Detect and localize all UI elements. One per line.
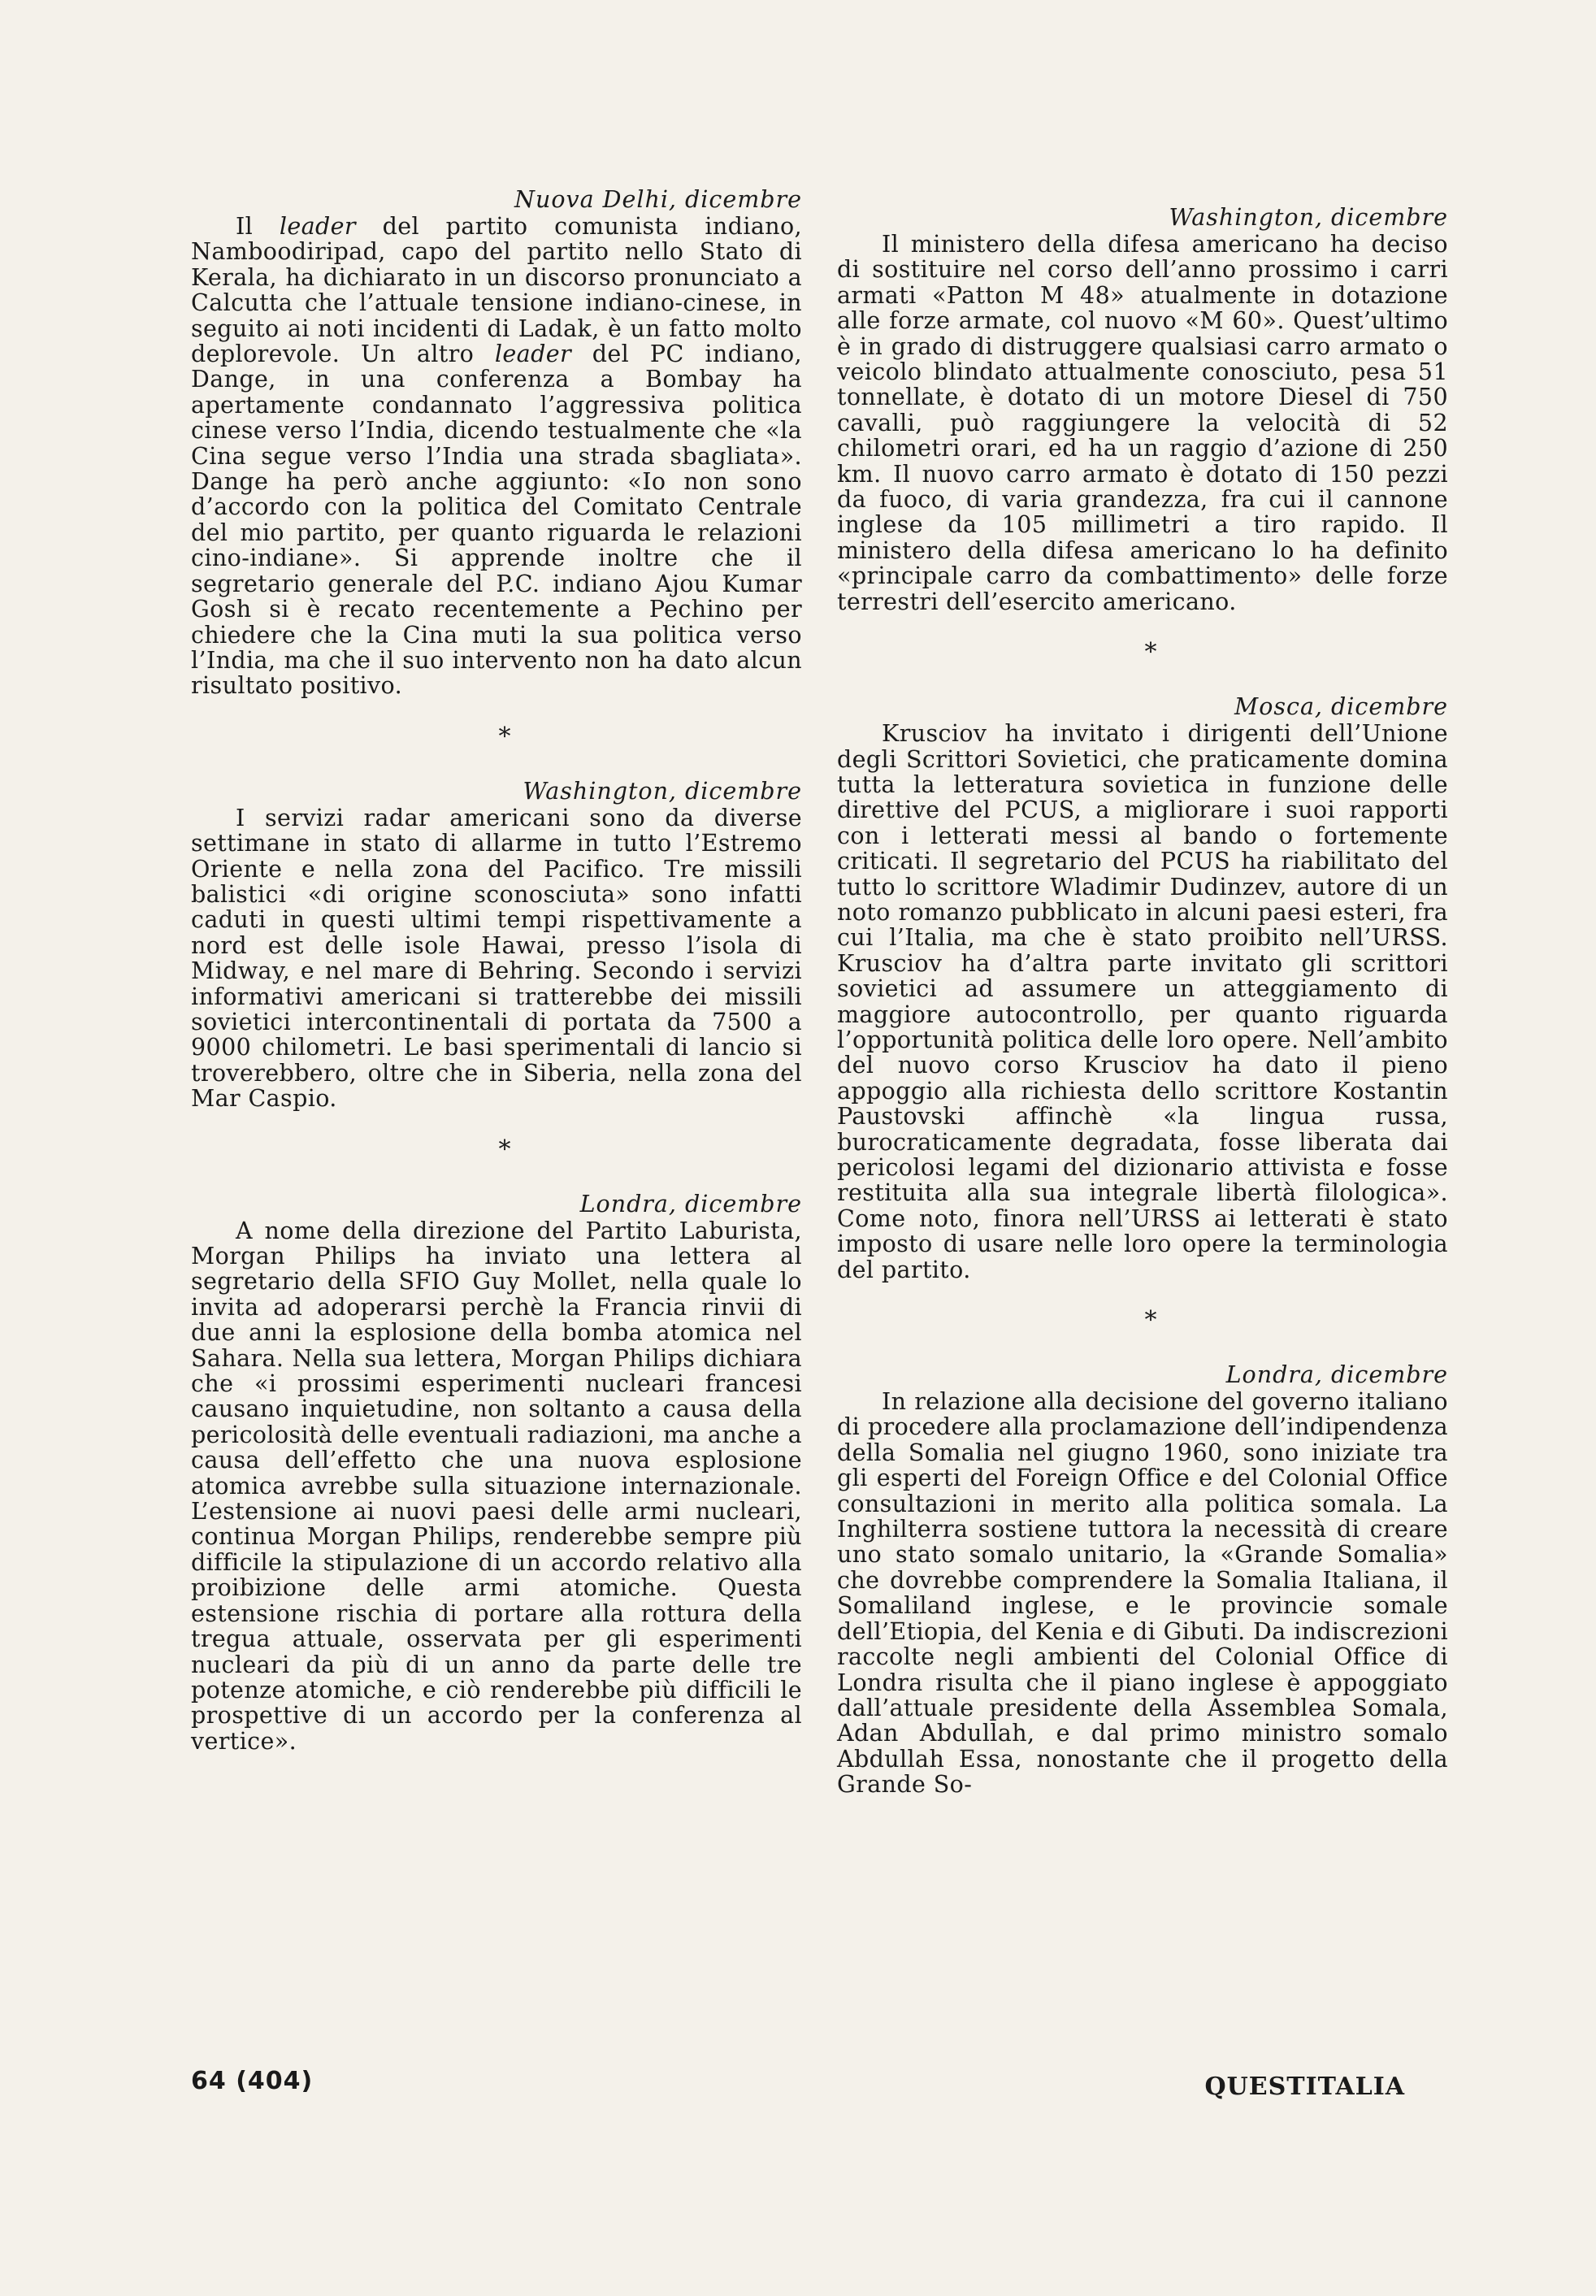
article-body: I servizi radar americani sono da diverse settimane in stato di allarme in tutto l’Estremo Oriente e nella zona del Pacifico. Tre missili balistici «di origine sconosciuta» sono infatti caduti in questi ultimi tempi rispettivamente a nord est delle isole Hawai, presso l’isola di Midway, e nel mare di Behring. Secondo i servizi informativi americani si tratterebbe dei missili sovietici intercontinentali di portata da 7500 a 9000 chilometri. Le basi sperimentali di lancio si troverebbero, oltre che in Siberia, nella zona del Mar Caspio. <box>191 804 802 1113</box>
article-londra-laburista <box>191 1191 802 1755</box>
article-londra-somalia <box>837 1362 1448 1798</box>
left-column <box>191 187 802 1754</box>
article-washington-carri <box>837 205 1448 614</box>
dateline: Londra, dicembre <box>579 1190 802 1217</box>
article-washington-radar <box>191 779 802 1112</box>
dateline: Mosca, dicembre <box>1234 693 1448 721</box>
article-body: Il leader del partito comunista indiano, Namboodiripad, capo del partito nello Stato di Kerala, ha dichiarato in un discorso pronunciato a Calcutta che l’attuale tensione indiano-cinese, in seguito ai noti incidenti di Ladak, è un fatto molto deplorevole. Un altro leader del PC indiano, Dange, in una conferenza a Bombay ha apertamente condannato l’aggressiva politica cinese verso l’India, dicendo testualmente che «la Cina segue verso l’India una strada sbagliata». Dange ha però anche aggiunto: «Io non sono d’accordo con la politica del Comitato Centrale del mio partito, per quanto riguarda le relazioni cino-indiane». Si apprende inoltre che il segretario generale del P.C. indiano Ajou Kumar Gosh si è recato recentemente a Pechino per chiedere che la Cina muti la sua politica verso l’India, ma che il suo intervento non ha dato alcun risultato positivo. <box>191 213 802 700</box>
article-nuova-delhi <box>191 187 802 699</box>
right-column <box>837 205 1448 1798</box>
separator-asterisk: * <box>498 1135 511 1164</box>
dateline: Washington, dicembre <box>1169 204 1448 231</box>
article-body: Krusciov ha invitato i dirigenti dell’Unione degli Scrittori Sovietici, che praticamente domina tutta la letteratura sovietica in funzione delle direttive del PCUS, a migliorare i suoi rapporti con i letterati messi al bando o fortemente criticati. Il segretario del PCUS ha riabilitato del tutto lo scrittore Wladimir Dudinzev, autore di un noto romanzo pubblicato in alcuni paesi esteri, fra cui l’Italia, ma che è stato proibito nell’URSS. Krusciov ha d’altra parte invitato gli scrittori sovietici ad assumere un atteggiamento di maggiore autocontrollo, per quanto riguarda l’opportunità politica delle loro opere. Nell’ambito del nuovo corso Krusciov ha dato il pieno appoggio alla richiesta dello scrittore Kostantin Paustovski affinchè «la lingua russa, burocraticamente degradata, fosse liberata dai pericolosi legami del dizionario attivista e fosse restituita alla sua integrale libertà filologica». Come noto, finora nell’URSS ai letterati è stato imposto di usare nelle loro opere la terminologia del partito. <box>837 720 1448 1283</box>
magazine-title: QUESTITALIA <box>1204 2072 1405 2101</box>
article-body: Il ministero della difesa americano ha deciso di sostituire nel corso dell’anno prossimo i carri armati «Patton M 48» atualmente in dotazione alle forze armate, col nuovo «M 60». Quest’ultimo è in grado di distruggere qualsiasi carro armato o veicolo blindato attualmente conosciuto, pesa 51 tonnellate, è dotato di un motore Diesel di 750 cavalli, può raggiungere la velocità di 52 chilometri orari, ed ha un raggio d’azione di 250 km. Il nuovo carro armato è dotato di 150 pezzi da fuoco, di varia grandezza, fra cui il cannone inglese da 105 millimetri a tiro rapido. Il ministero della difesa americano lo ha definito «principale carro da combattimento» delle forze terrestri dell’esercito americano. <box>837 231 1448 615</box>
dateline: Londra, dicembre <box>1225 1361 1448 1389</box>
article-body: A nome della direzione del Partito Laburista, Morgan Philips ha inviato una lettera al segretario della SFIO Guy Mollet, nella quale lo invita ad adoperarsi perchè la Francia rinvii di due anni la esplosione della bomba atomica nel Sahara. Nella sua lettera, Morgan Philips dichiara che «i prossimi esperimenti nucleari francesi causano inquietudine, non soltanto a causa della pericolosità delle eventuali radiazioni, ma anche a causa dell’effetto che una nuova esplosione atomica avrebbe sulla situazione internazionale. L’estensione ai nuovi paesi delle armi nucleari, continua Morgan Philips, renderebbe sempre più difficile la stipulazione di un accordo relativo alla proibizione delle armi atomiche. Questa estensione rischia di portare alla rottura della tregua attuale, osservata per gli esperimenti nucleari da più di un anno da parte delle tre potenze atomiche, e ciò renderebbe più difficili le prospettive di un accordo per la conferenza al vertice». <box>191 1217 802 1755</box>
separator-asterisk: * <box>1144 638 1157 667</box>
article-body: In relazione alla decisione del governo italiano di procedere alla proclamazione dell’indipendenza della Somalia nel giugno 1960, sono iniziate tra gli esperti del Foreign Office e del Colonial Office consultazioni in merito alla politica somala. La Inghilterra sostiene tuttora la necessità di creare uno stato somalo unitario, la «Grande Somalia» che dovrebbe comprendere la Somalia Italiana, il Somaliland inglese, e le provincie somale dell’Etiopia, del Kenia e di Gibuti. Da indiscrezioni raccolte negli ambienti del Colonial Office di Londra risulta che il piano inglese è appoggiato dall’attuale presidente della Assemblea Somala, Adan Abdullah, e dal primo ministro somalo Abdullah Essa, nonostante che il progetto della Grande So- <box>837 1388 1448 1799</box>
dateline: Washington, dicembre <box>523 777 802 805</box>
page-number: 64 (404) <box>191 2067 314 2095</box>
separator-asterisk: * <box>498 722 511 751</box>
dateline: Nuova Delhi, dicembre <box>514 186 802 213</box>
article-mosca-scrittori <box>837 694 1448 1283</box>
separator-asterisk: * <box>1144 1306 1157 1335</box>
